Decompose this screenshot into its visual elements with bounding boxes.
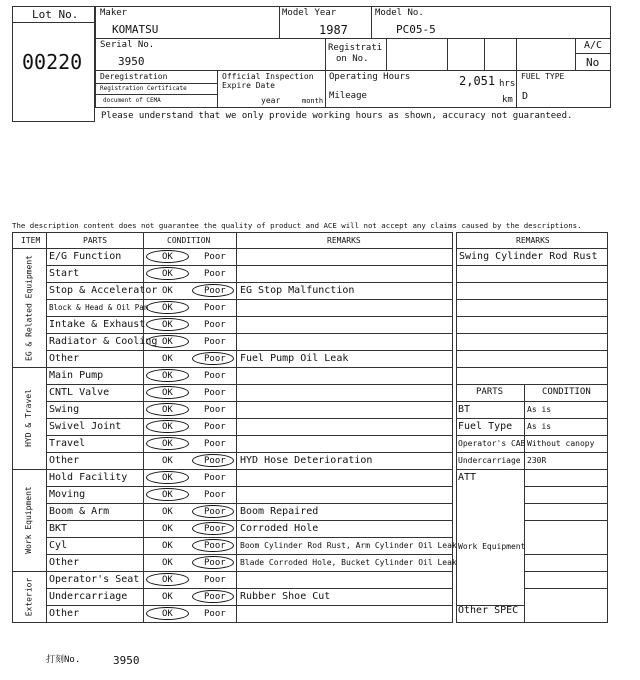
ok-option: OK xyxy=(162,422,173,432)
condition-header: CONDITION xyxy=(167,236,211,245)
poor-selected-circle xyxy=(192,284,234,297)
part-label: Hold Facility xyxy=(49,472,128,483)
ok-selected-circle xyxy=(146,573,189,586)
deregistration-label: Deregistration xyxy=(100,72,168,81)
ok-option: OK xyxy=(162,439,173,449)
poor-option: Poor xyxy=(204,320,226,330)
group-label: Work Equipment xyxy=(24,486,33,554)
description-disclaimer: The description content does not guarantee the quality of product and ACE will not accept any claims caused by the descriptions. xyxy=(12,221,582,230)
spec-part: Undercarriage xyxy=(458,456,521,465)
serial-no-label: Serial No. xyxy=(100,40,155,50)
part-label: Swivel Joint xyxy=(49,421,122,432)
ok-option: OK xyxy=(162,524,173,534)
year-label: year xyxy=(261,96,281,105)
ok-option: OK xyxy=(162,592,173,602)
ok-selected-circle xyxy=(146,420,189,433)
part-label: Other xyxy=(49,608,80,619)
remark-text: EG Stop Malfunction xyxy=(240,285,355,296)
poor-option: Poor xyxy=(204,269,226,279)
part-label: Other xyxy=(49,455,80,466)
poor-option: Poor xyxy=(204,252,226,262)
registration-certificate-label: Registration Certificate xyxy=(100,85,187,92)
spec-part: Fuel Type xyxy=(458,421,513,432)
part-label: Start xyxy=(49,268,80,279)
ok-option: OK xyxy=(162,609,173,619)
item-header: ITEM xyxy=(21,236,41,245)
ok-selected-circle xyxy=(146,403,189,416)
ok-option: OK xyxy=(162,575,173,585)
parts-header: PARTS xyxy=(83,236,108,245)
part-label: Intake & Exhaust xyxy=(49,319,146,330)
hours-disclaimer: Please understand that we only provide working hours as shown, accuracy not guaranteed. xyxy=(101,111,573,121)
km-unit: km xyxy=(502,95,513,105)
operating-hours-label: Operating Hours xyxy=(329,72,411,82)
remarks-header: REMARKS xyxy=(327,236,361,245)
other-spec-label: Other SPEC xyxy=(458,605,519,616)
right-remarks-header: REMARKS xyxy=(516,236,550,245)
ok-option: OK xyxy=(162,371,173,381)
stamp-value: 3950 xyxy=(113,654,140,667)
poor-option: Poor xyxy=(204,354,226,364)
part-label: Block & Head & Oil Pan xyxy=(49,303,149,312)
right-remark-text: Swing Cylinder Rod Rust xyxy=(459,251,598,262)
remark-text: Corroded Hole xyxy=(240,523,319,534)
ok-selected-circle xyxy=(146,386,189,399)
serial-no-value: 3950 xyxy=(118,55,145,68)
remark-text: Boom Repaired xyxy=(240,506,319,517)
inspection-label-2: Expire Date xyxy=(222,81,275,90)
poor-option: Poor xyxy=(204,558,226,568)
ok-selected-circle xyxy=(146,488,189,501)
part-label: CNTL Valve xyxy=(49,387,110,398)
spec-condition: As is xyxy=(527,422,552,431)
ok-option: OK xyxy=(162,286,173,296)
ok-option: OK xyxy=(162,490,173,500)
poor-option: Poor xyxy=(204,541,226,551)
inspection-label-1: Official Inspection xyxy=(222,72,314,81)
ok-selected-circle xyxy=(146,301,189,314)
registration-label-2: on No. xyxy=(336,54,369,64)
poor-option: Poor xyxy=(204,473,226,483)
part-label: Main Pump xyxy=(49,370,104,381)
group-label: Exterior xyxy=(24,577,33,616)
poor-selected-circle xyxy=(192,352,234,365)
spec-part: BT xyxy=(458,404,471,415)
part-label: Radiator & Cooling xyxy=(49,336,158,347)
model-year-value: 1987 xyxy=(319,23,348,37)
spec-condition: As is xyxy=(527,405,552,414)
ok-selected-circle xyxy=(146,318,189,331)
spec-condition: Without canopy xyxy=(527,439,595,448)
ac-value: No xyxy=(586,56,600,69)
ok-option: OK xyxy=(162,320,173,330)
poor-option: Poor xyxy=(204,592,226,602)
poor-option: Poor xyxy=(204,575,226,585)
remark-text: Blade Corroded Hole, Bucket Cylinder Oil Leak xyxy=(240,558,457,567)
lot-no: 00220 xyxy=(22,50,83,74)
poor-option: Poor xyxy=(204,524,226,534)
part-label: Swing xyxy=(49,404,80,415)
part-label: Cyl xyxy=(49,540,68,551)
poor-option: Poor xyxy=(204,388,226,398)
model-no-label: Model No. xyxy=(375,8,424,18)
ok-option: OK xyxy=(162,541,173,551)
ok-selected-circle xyxy=(146,250,189,263)
ok-option: OK xyxy=(162,405,173,415)
ok-selected-circle xyxy=(146,607,189,620)
poor-option: Poor xyxy=(204,303,226,313)
ok-selected-circle xyxy=(146,335,189,348)
att-label: ATT xyxy=(458,472,477,483)
ok-option: OK xyxy=(162,507,173,517)
operating-hours-value: 2,051 xyxy=(459,74,496,88)
poor-option: Poor xyxy=(204,405,226,415)
ok-option: OK xyxy=(162,388,173,398)
remark-text: Fuel Pump Oil Leak xyxy=(240,353,349,364)
part-label: Travel xyxy=(49,438,86,449)
poor-selected-circle xyxy=(192,522,234,535)
part-label: Other xyxy=(49,557,80,568)
poor-selected-circle xyxy=(192,539,234,552)
poor-option: Poor xyxy=(204,422,226,432)
lot-no-label: Lot No. xyxy=(32,8,79,21)
ok-option: OK xyxy=(162,558,173,568)
part-label: Moving xyxy=(49,489,86,500)
remark-text: Boom Cylinder Rod Rust, Arm Cylinder Oil Leak xyxy=(240,541,457,550)
spec-part: Operator's CAB xyxy=(458,439,526,448)
stamp-label: 打刻No. xyxy=(46,655,81,665)
registration-label-1: Registrati xyxy=(328,43,383,53)
part-label: E/G Function xyxy=(49,251,122,262)
ok-option: OK xyxy=(162,337,173,347)
poor-option: Poor xyxy=(204,286,226,296)
poor-option: Poor xyxy=(204,609,226,619)
work-equipment-label: Work Equipment xyxy=(458,542,526,551)
poor-selected-circle xyxy=(192,454,234,467)
poor-option: Poor xyxy=(204,337,226,347)
ok-selected-circle xyxy=(146,369,189,382)
ok-selected-circle xyxy=(146,267,189,280)
month-label: month xyxy=(302,97,324,105)
part-label: Other xyxy=(49,353,80,364)
spec-parts-header: PARTS xyxy=(476,387,504,397)
poor-option: Poor xyxy=(204,507,226,517)
poor-option: Poor xyxy=(204,456,226,466)
cema-document-label: document of CEMA xyxy=(103,97,161,104)
hrs-unit: hrs xyxy=(499,79,516,89)
part-label: Boom & Arm xyxy=(49,506,110,517)
ok-option: OK xyxy=(162,354,173,364)
ok-selected-circle xyxy=(146,437,189,450)
fuel-type-label: FUEL TYPE xyxy=(521,72,565,81)
poor-option: Poor xyxy=(204,371,226,381)
spec-condition: 230R xyxy=(527,456,547,465)
remark-text: HYD Hose Deterioration xyxy=(240,455,373,466)
poor-selected-circle xyxy=(192,556,234,569)
ac-label: A/C xyxy=(584,40,603,51)
model-no-value: PC05-5 xyxy=(396,23,436,36)
ok-option: OK xyxy=(162,303,173,313)
part-label: Stop & Accelerator xyxy=(49,285,158,296)
poor-option: Poor xyxy=(204,490,226,500)
part-label: Operator's Seat xyxy=(49,574,140,585)
fuel-type-value: D xyxy=(522,91,529,102)
poor-selected-circle xyxy=(192,505,234,518)
ok-option: OK xyxy=(162,456,173,466)
ok-option: OK xyxy=(162,473,173,483)
spec-condition-header: CONDITION xyxy=(542,387,591,397)
part-label: BKT xyxy=(49,523,68,534)
maker-value: KOMATSU xyxy=(112,23,159,36)
ok-option: OK xyxy=(162,269,173,279)
part-label: Undercarriage xyxy=(49,591,128,602)
remark-text: Rubber Shoe Cut xyxy=(240,591,331,602)
model-year-label: Model Year xyxy=(282,8,337,18)
group-label: EG & Related Equipment xyxy=(24,254,33,361)
mileage-label: Mileage xyxy=(329,91,367,101)
poor-selected-circle xyxy=(192,590,234,603)
ok-selected-circle xyxy=(146,471,189,484)
ok-option: OK xyxy=(162,252,173,262)
group-label: HYD & Travel xyxy=(24,389,33,447)
poor-option: Poor xyxy=(204,439,226,449)
maker-label: Maker xyxy=(100,8,128,18)
